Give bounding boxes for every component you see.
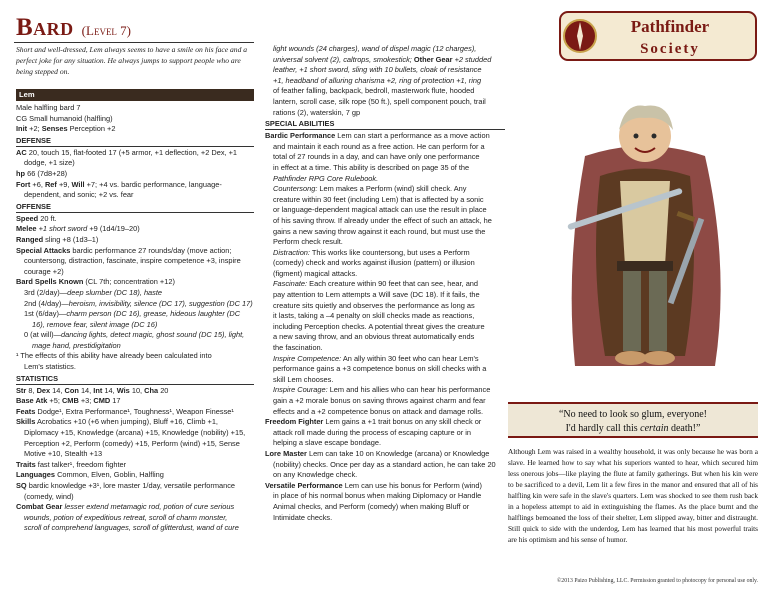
gear-continued-4: +1, headband of alluring charisma +2, ring of protection +1, ring	[273, 75, 482, 85]
saves-line-2: dependent, and sonic; +2 vs. fear	[24, 190, 134, 200]
gear-continued-3: leather, +1 short sword, sling with 10 bullets, cloak of resistance	[273, 65, 482, 75]
logo-line-1: Pathfinder	[630, 17, 710, 36]
distraction-line-2: (comedy) check and works against illusion (pattern) or illusion	[273, 258, 475, 268]
combat-stats-line: Base Atk +5; CMB +3; CMD 17	[16, 396, 121, 406]
quote-line-1: “No need to look so glum, everyone!	[558, 409, 708, 420]
freedom-fighter-line-3: helping a slave escape bondage.	[273, 438, 382, 448]
inspire-competence-line: Inspire Competence: An ally within 30 feet who can hear Lem's	[273, 353, 479, 363]
ac-line: AC 20, touch 15, flat-footed 17 (+5 armor, +1 deflection, +2 Dex, +1	[16, 147, 238, 157]
fascinate-line-6: a new saving throw, and an obvious threat automatically ends	[273, 332, 475, 342]
defense-header: DEFENSE	[16, 136, 254, 147]
gear-continued-5: of feather falling, backpack, bedroll, masterwork flute, hooded	[273, 86, 475, 96]
bardic-performance-line-4: in effect at a time. This ability is described on page 35 of the	[273, 162, 470, 172]
lore-master-line-2: (nobility) checks. Once per day as a standard action, he can take 20	[273, 459, 496, 469]
class-name: Bard	[16, 14, 74, 41]
statistics-header: STATISTICS	[16, 374, 254, 385]
pathfinder-society-logo	[558, 10, 758, 62]
statblock-name-bar: Lem	[16, 89, 254, 101]
spells-1st-line-2: 16), remove fear, silent image (DC 16)	[32, 319, 158, 329]
countersong-line-6: Perform check result.	[273, 237, 343, 247]
countersong-line-2: creature within 30 feet (including Lem) that is affected by a sonic	[273, 194, 484, 204]
gear-continued-7: rations (2), waterskin, 7 gp	[273, 107, 361, 117]
lore-master-line: Lore Master Lem can take 10 on Knowledge (arcana) or Knowledge	[265, 448, 490, 458]
countersong-line-5: gains a new saving throw against it each round, but must use the	[273, 226, 486, 236]
inspire-courage-line-3: effects and a +2 competence bonus on attack and damage rolls.	[273, 406, 484, 416]
traits-line: Traits fast talker¹, freedom fighter	[16, 459, 127, 469]
bardic-performance-line-5: Pathfinder RPG Core Rulebook.	[273, 173, 379, 183]
ac-line-2: dodge, +1 size)	[24, 158, 75, 168]
melee-line: Melee +1 short sword +9 (1d4/19–20)	[16, 224, 140, 234]
spells-3rd-line: 3rd (2/day)—deep slumber (DC 18), haste	[24, 287, 163, 297]
lore-master-line-3: on any Knowledge check.	[273, 470, 358, 480]
combat-gear-line-2: wounds, potion of expeditious retreat, scroll of charm monster,	[24, 512, 228, 522]
speed-line: Speed 20 ft.	[16, 213, 57, 223]
inspire-competence-line-3: skill Lem chooses.	[273, 374, 334, 384]
special-attacks-line: Special Attacks bardic performance 27 rounds/day (move action;	[16, 245, 232, 255]
ability-scores-line: Str 8, Dex 14, Con 14, Int 14, Wis 10, Cha 20	[16, 385, 169, 395]
lem-portrait-illustration	[545, 66, 745, 396]
statblock-column-1	[16, 44, 254, 534]
versatile-performance-line-2: in place of his normal bonus when making Diplomacy or Handle	[273, 491, 482, 501]
freedom-fighter-line: Freedom Fighter Lem gains a +1 trait bonus on any skill check or	[265, 417, 482, 427]
gear-continued-1: light wounds (24 charges), wand of dispel magic (12 charges),	[273, 44, 477, 53]
versatile-performance-line-4: Intimidate checks.	[273, 512, 333, 522]
countersong-line-3: or language-dependent magical attack can use the result in place	[273, 205, 487, 215]
sq-line-2: (comedy, wind)	[24, 491, 74, 501]
spells-1st-line: 1st (6/day)—charm person (DC 16), grease, hideous laughter (DC	[24, 309, 241, 319]
statblock-column-2	[265, 44, 505, 523]
inspire-competence-line-2: performance gains a +3 competence bonus on skill checks with a	[273, 364, 487, 374]
ranged-line: Ranged sling +8 (1d3–1)	[16, 234, 99, 244]
class-level: (Level 7)	[81, 23, 132, 38]
sq-line: SQ bardic knowledge +3¹, lore master 1/day, versatile performance	[16, 481, 236, 490]
special-attacks-line-3: courage +2)	[24, 266, 64, 276]
footnote-line: ¹ The effects of this ability have already been calculated into	[16, 351, 212, 361]
skills-line-4: Motive +10, Stealth +13	[24, 449, 103, 459]
spells-known-line: Bard Spells Known (CL 7th; concentration +12)	[16, 277, 175, 287]
bardic-performance-line-2: and maintain it each round as a free action. He can perform for a	[273, 141, 485, 151]
page-title	[16, 14, 131, 40]
distraction-line-3: (figment) magical attacks.	[273, 268, 358, 278]
versatile-performance-line: Versatile Performance Lem can use his bonus for Perform (wind)	[265, 480, 482, 490]
spells-2nd-line: 2nd (4/day)—heroism, invisibility, silence (DC 17), suggestion (DC 17)	[24, 298, 253, 308]
freedom-fighter-line-2: attack roll made during the process of escaping capture or in	[273, 427, 472, 437]
fascinate-line: Fascinate: Each creature within 90 feet that can see, hear, and	[273, 279, 479, 289]
intro-text: Short and well-dressed, Lem always seems to have a smile on his face and a perfect joke for any situation. He always jumps to support people who are being stepped on.	[16, 45, 248, 76]
copyright-notice: ©2013 Paizo Publishing, LLC. Permission granted to photocopy for personal use only.	[556, 578, 758, 584]
hp-line: hp 66 (7d8+28)	[16, 168, 68, 178]
fascinate-line-5: including Perception checks. A potential threat gives the creature	[273, 321, 485, 331]
header-rule	[14, 42, 254, 43]
offense-header: OFFENSE	[16, 202, 254, 213]
footnote-line-2: Lem's statistics.	[24, 362, 76, 372]
saves-line: Fort +6, Ref +9, Will +7; +4 vs. bardic performance, language-	[16, 179, 222, 189]
countersong-line-4: of his saving throw. If already under the effect of such an attack, he	[273, 215, 492, 225]
race-line: Male halfling bard 7	[16, 103, 81, 112]
logo-line-2: Society	[640, 41, 700, 57]
fascinate-line-2: pay attention to Lem attempts a Will save (DC 18). If it fails, the	[273, 290, 480, 300]
languages-line: Languages Common, Elven, Goblin, Halfling	[16, 470, 164, 480]
character-biography: Although Lem was raised in a wealthy household, it was only because he was born a slave. He learned how to say what his superiors wanted to hear, which secured him less onerous jobs—like playing the flute at family gatherings. But when his kin were to be sacrificed to a devil, Lem lit a few fires in the manor and ensured that all of his halfling kin were safe in the slave's quarters. Lem was shocked to see them rush back in a hopeless attempt to aid in extinguishing the flames. As the place burnt and the halflings bemoaned the loss of their shelter, Lem slipped away, bitter and distraught. Still quick to side with the underdog, Lem has learned that his most powerful traits are his optimism and his sense of humor.	[508, 447, 758, 544]
inspire-courage-line: Inspire Courage: Lem and his allies who can hear his performance	[273, 385, 491, 395]
feats-line: Feats Dodge¹, Extra Performance¹, Toughness¹, Weapon Finesse¹	[16, 406, 234, 416]
init-line: Init +2; Senses Perception +2	[16, 124, 116, 134]
combat-gear-line-3: scroll of comprehend languages, scroll of glitterdust, wand of cure	[24, 523, 239, 533]
bardic-performance-line: Bardic Performance Lem can start a performance as a move action	[265, 131, 490, 141]
gear-continued-2: universal solvent (2), caltrops, smokestick; Other Gear +2 studded	[273, 54, 492, 64]
inspire-courage-line-2: gain a +2 morale bonus on saving throws against charm and fear	[273, 396, 486, 405]
distraction-line: Distraction: This works like countersong, but uses a Perform	[273, 247, 470, 257]
special-abilities-header: SPECIAL ABILITIES	[265, 119, 505, 130]
quote-box	[508, 402, 758, 438]
spells-0-line: 0 (at will)—dancing lights, detect magic, ghost sound (DC 15), light,	[24, 330, 245, 340]
type-line: CG Small humanoid (halfling)	[16, 113, 113, 123]
fascinate-line-4: it lasts, taking a –4 penalty on skill checks made as reactions,	[273, 311, 475, 321]
fascinate-line-3: creature sits quietly and observes the performance as long as	[273, 300, 475, 310]
versatile-performance-line-3: Animal checks, and Perform (comedy) when making Bluff or	[273, 501, 470, 511]
combat-gear-line: Combat Gear lesser extend metamagic rod, potion of cure serious	[16, 502, 235, 512]
countersong-line: Countersong: Lem makes a Perform (wind) skill check. Any	[273, 184, 467, 194]
fascinate-line-7: the fascination.	[273, 343, 323, 353]
quote-line-2: I'd hardly call this certain death!”	[565, 423, 701, 434]
skills-line-3: Perception +2, Perform (comedy) +15, Perform (wind) +15, Sense	[24, 438, 240, 448]
bardic-performance-line-3: total of 27 rounds in a day, and can have only one performance	[273, 152, 480, 162]
gear-continued-6: lantern, scroll case, silk rope (50 ft.), spell component pouch, trail	[273, 96, 486, 106]
skills-line: Skills Acrobatics +10 (+6 when jumping), Bluff +16, Climb +1,	[16, 417, 218, 427]
spells-0-line-2: mage hand, prestidigitation	[32, 340, 121, 350]
skills-line-2: Diplomacy +15, Knowledge (arcana) +15, Knowledge (nobility) +15,	[24, 428, 246, 438]
special-attacks-line-2: countersong, distraction, fascinate, inspire competence +3, inspire	[24, 256, 241, 266]
